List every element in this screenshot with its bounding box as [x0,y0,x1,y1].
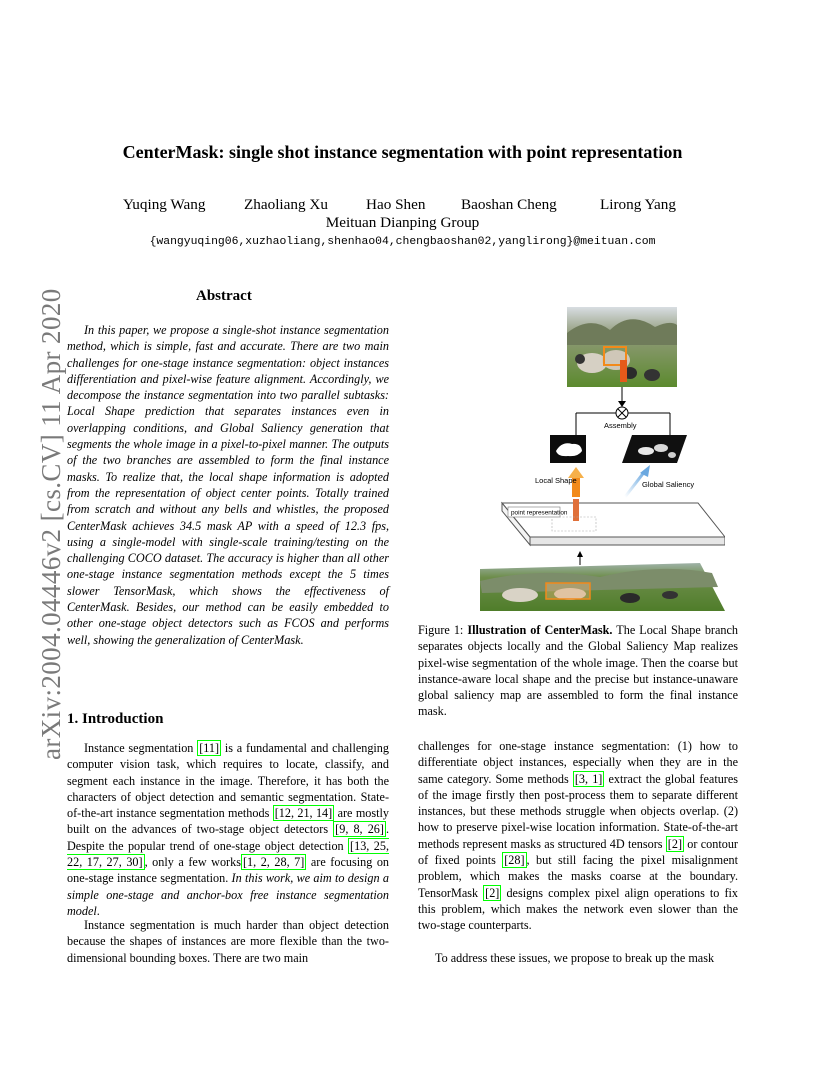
author-name: Zhaoliang Xu [244,196,328,213]
text-run: designs complex pixel align operations to fix this problem, which makes the network even slower than the two-stage counterparts. [418,885,738,933]
citation-link[interactable]: [13, 25, 22, 17, 27, 30] [67,838,389,870]
citation-link[interactable]: [28] [504,853,525,868]
abstract-paragraph: In this paper, we propose a single-shot instance segmentation method, which is simple, fast and accurate. There are two main challenges for one-stage instance segmentation: object instances differentiation and pixel-wise feature alignment. Accordingly, we decompose the instance segmentation into two parallel subtasks: Local Shape prediction that separates instances even in overlapping conditions, and Global Saliency generation that segments the whole image in a pixel-to-pixel manner. The outputs of the two branches are assembled to form the final instance masks. To realize that, the local shape information is adopted from the representation of object center points. Totally trained from scratch and without any bells and whistles, the proposed CenterMask achieves 34.5 mask AP with a speed of 12.3 fps, using a single-model with single-scale training/testing on the challenging COCO dataset. The accuracy is higher than all other one-stage instance segmentation methods except the 5 times slower TensorMask, which shows the effectiveness of CenterMask. Besides, our method can be easily embedded to other one-stage object detectors such as FCOS and performs well, showing the generalization of CenterMask. [67,323,389,647]
figure-1 [480,305,725,615]
assembly-label: Assembly [604,421,637,430]
text-run: extract the global features of the image firstly then post-process them to separate different instances, but these methods struggle when objects overlap. (2) how to preserve pixel-wise location information. State-of-the-art methods represent masks as structured 4D tensors [418,771,739,851]
text-run: . [96,903,100,918]
text-run: are focusing on one-stage instance segmentation. [67,855,390,886]
text-run: is a fundamental and challenging computer vision task, which requires to locate, classify, and segment each instance in the image. Therefore, it has both the characters of object detection and semantic segmentation. State-of-the-art instance segmentation methods [67,741,389,821]
intro-paragraph-2 [67,917,389,966]
author-name: Baoshan Cheng [461,196,557,213]
citation-link[interactable]: [11] [199,741,220,755]
caption-label: Figure 1: [418,623,468,637]
input-arrow [577,551,583,565]
abstract-body [67,322,389,648]
text-run: are mostly built on the advances of two-stage object detectors [67,806,390,837]
global-saliency-label: Global Saliency [642,480,695,489]
citation-link[interactable]: [3, 1] [574,771,603,786]
assembly-block [576,387,670,435]
point-representation-label: point representation [511,509,568,517]
emphasized-text: In this work, we aim to design a simple one-stage and anchor-box free instance segmentation model [67,871,389,918]
centermask-diagram [480,305,725,615]
citation-link[interactable]: [2] [485,885,500,900]
text-run: challenges for one-stage instance segmentation: (1) how to differentiate object instances, especially when they are in the same category. Some methods [418,739,738,786]
global-saliency-map [622,435,687,463]
citation-link[interactable]: [12, 21, 14] [274,806,333,821]
local-shape-mask [550,435,586,463]
citation-link[interactable]: [2] [667,836,683,851]
author-name: Lirong Yang [600,196,676,213]
author-name: Yuqing Wang [123,196,206,213]
caption-title: Illustration of CenterMask. [467,623,613,637]
paragraph [67,740,389,919]
abstract-heading: Abstract [196,288,252,304]
intro-paragraph-1 [67,740,389,919]
top-sheep-photo [567,307,677,387]
author-name: Hao Shen [366,196,426,213]
paragraph: Instance segmentation is much harder than object detection because the shapes of instances are more flexible than the two-dimensional bounding boxes. There are two main [67,918,389,965]
caption-body: The Local Shape branch separates objects locally and the Global Saliency Map realizes pixel-wise segmentation of the whole image. Then the coarse but instance-aware local shape and the precise but instance-unaware global saliency map are assembled to form the final instance mask. [418,623,738,719]
section-heading-introduction: 1. Introduction [67,711,164,727]
paragraph [418,738,738,934]
arxiv-identifier: arXiv:2004.04446v2 [cs.CV] 11 Apr 2020 [36,288,66,760]
paper-title: CenterMask: single shot instance segmentation with point representation [122,142,683,162]
text-run: or contour of fixed points [418,836,738,868]
text-run: , but still facing the pixel misalignment problem, which makes the masks coarse at the boundary. TensorMask [418,853,738,900]
paragraph: To address these issues, we propose to break up the mask [435,951,715,965]
affiliation: Meituan Dianping Group [325,214,480,231]
citation-link[interactable]: [1, 2, 28, 7] [242,855,305,870]
text-run: , only a few works [144,855,241,870]
caption-text [418,622,738,720]
text-run: . Despite the popular trend of one-stage object detection [67,822,389,853]
feature-plane [502,499,725,545]
right-paragraph-2 [418,950,738,966]
local-shape-label: Local Shape [535,476,577,485]
citation-link[interactable]: [9, 8, 26] [335,822,384,837]
author-emails: {wangyuqing06,xuzhaoliang,shenhao04,chengbaoshan02,yanglirong}@meituan.com [149,236,656,248]
text-run: Instance segmentation [84,741,198,755]
right-paragraph-1 [418,738,738,934]
figure-1-caption [418,622,738,720]
bottom-sheep-photo [480,563,725,611]
